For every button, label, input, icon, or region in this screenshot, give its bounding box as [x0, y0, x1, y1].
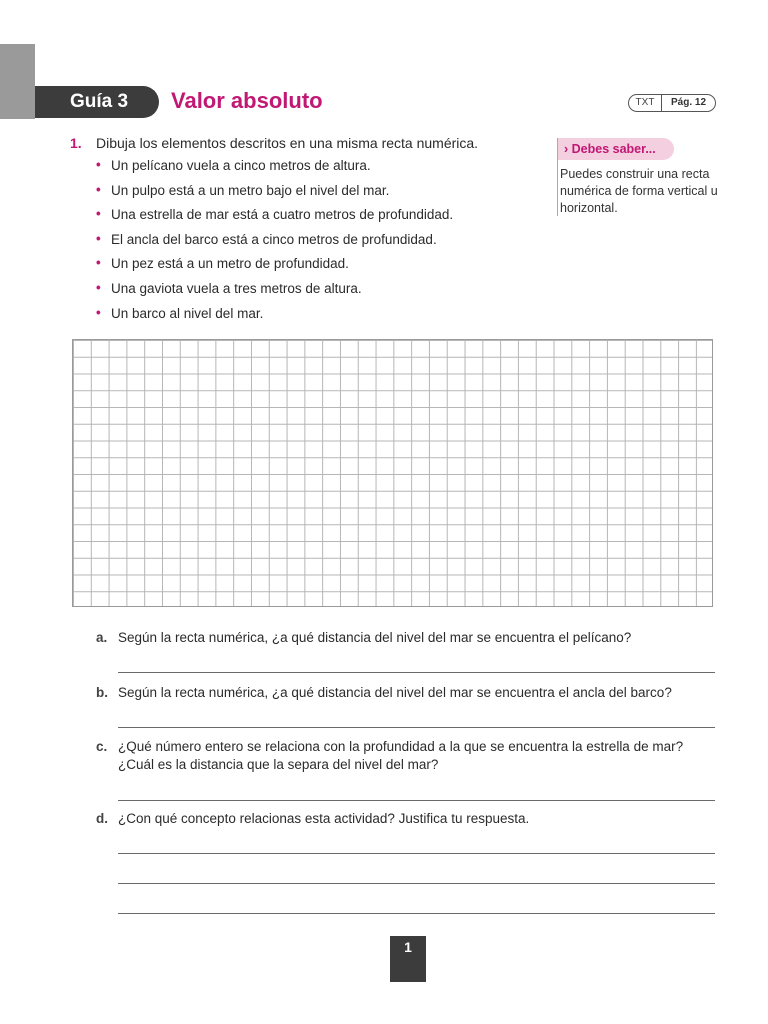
subquestion-letter: a. [96, 630, 108, 645]
answer-line[interactable] [118, 883, 715, 884]
subquestion-d [96, 810, 530, 828]
graph-grid[interactable] [72, 339, 713, 607]
subquestion-c [96, 738, 684, 772]
answer-line[interactable] [118, 672, 715, 673]
answer-line[interactable] [118, 913, 715, 914]
textbook-reference [628, 94, 716, 112]
page-number: 1 [390, 936, 426, 982]
txt-label: TXT [629, 95, 662, 111]
list-item: • Una gaviota vuela a tres metros de altura. [96, 279, 362, 296]
list-item: • Un pez está a un metro de profundidad. [96, 255, 349, 272]
bullet-icon: • [96, 304, 101, 320]
subquestion-text: ¿Qué número entero se relaciona con la profundidad a la que se encuentra la estrella de mar? ¿Cuál es la distancia que la separa del nivel del mar? [118, 739, 684, 772]
page-reference: Pág. 12 [670, 97, 707, 108]
answer-line[interactable] [118, 727, 715, 728]
list-item: • Un pelícano vuela a cinco metros de altura. [96, 157, 371, 173]
debes-saber-text: Puedes construir una recta numérica de forma vertical u horizontal. [560, 167, 718, 215]
subquestion-letter: d. [96, 811, 108, 826]
subquestion-text: Según la recta numérica, ¿a qué distancia del nivel del mar se encuentra el ancla del barco? [118, 685, 672, 700]
subquestion-text: ¿Con qué concepto relacionas esta actividad? Justifica tu respuesta. [118, 811, 530, 826]
bullet-icon: • [96, 279, 101, 295]
bullet-list [96, 158, 453, 330]
list-item: • El ancla del barco está a cinco metros de profundidad. [96, 230, 437, 247]
page-title: Valor absoluto [171, 88, 323, 113]
subquestion-text: Según la recta numérica, ¿a qué distancia del nivel del mar se encuentra el pelícano? [118, 630, 632, 645]
guide-label: Guía 3 [35, 86, 159, 118]
bullet-icon: • [96, 230, 101, 246]
list-item: • Un barco al nivel del mar. [96, 304, 264, 321]
bullet-icon: • [96, 157, 101, 172]
list-item: • Una estrella de mar está a cuatro metros de profundidad. [96, 206, 454, 223]
subquestion-letter: b. [96, 685, 108, 700]
subquestion-letter: c. [96, 739, 108, 754]
subquestion-a [96, 629, 632, 647]
question-number: 1. [70, 135, 82, 151]
bullet-icon: • [96, 206, 101, 222]
question-prompt: Dibuja los elementos descritos en una misma recta numérica. [96, 135, 479, 151]
answer-line[interactable] [118, 800, 715, 801]
answer-line[interactable] [118, 853, 715, 854]
side-tab [0, 44, 35, 119]
subquestion-b [96, 684, 672, 702]
chevron-right-icon: › [564, 142, 569, 156]
debes-saber-box [557, 138, 718, 216]
list-item: • Un pulpo está a un metro bajo el nivel del mar. [96, 181, 390, 198]
bullet-icon: • [96, 181, 101, 197]
debes-saber-title: › Debes saber... [558, 138, 674, 160]
bullet-icon: • [96, 255, 101, 271]
